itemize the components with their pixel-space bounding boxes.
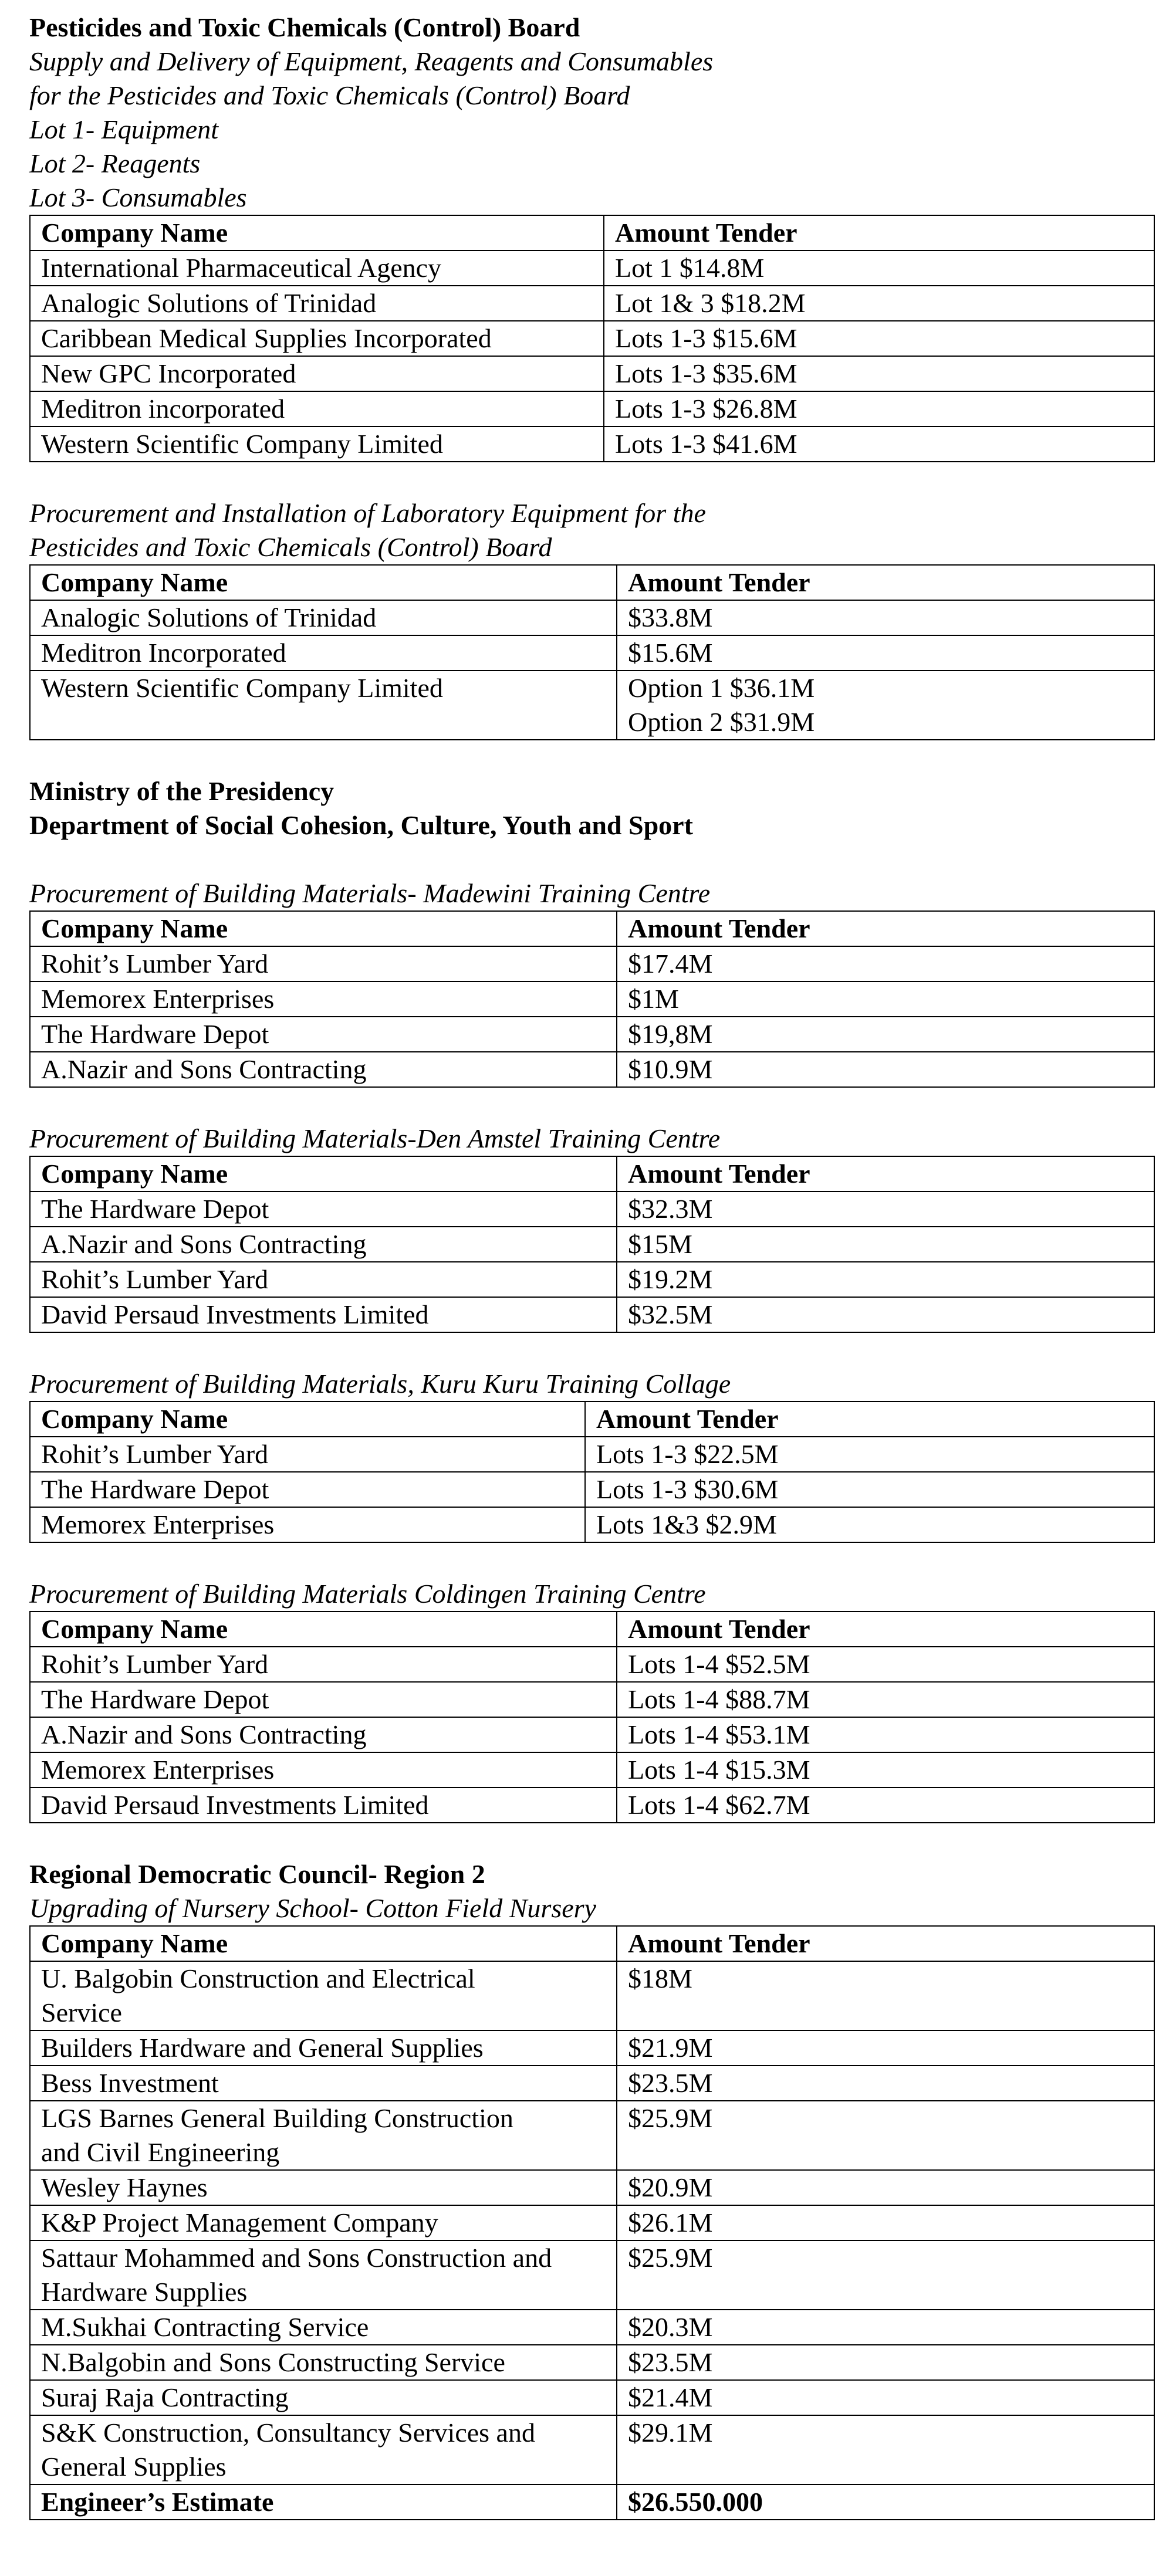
table-row [30, 1227, 1154, 1262]
tender-title: Supply and Delivery of Equipment, Reagents and Consumables [29, 46, 714, 76]
company-cell: International Pharmaceutical Agency [30, 251, 604, 286]
company-cell: Western Scientific Company Limited [30, 671, 617, 740]
tender-title: for the Pesticides and Toxic Chemicals (Control) Board [29, 80, 630, 110]
tender-table [29, 1156, 1155, 1333]
company-cell: Meditron Incorporated [30, 635, 617, 671]
tender-title: Procurement of Building Materials, Kuru Kuru Training Collage [29, 1369, 731, 1399]
tender-table [29, 564, 1155, 740]
org-heading: Ministry of the Presidency [29, 776, 334, 806]
table-row [30, 2345, 1154, 2380]
table-row [30, 1191, 1154, 1227]
company-cell: David Persaud Investments Limited [30, 1297, 617, 1332]
amount-cell: $32.5M [617, 1297, 1154, 1332]
amount-cell: $20.3M [617, 2310, 1154, 2345]
tender-title: Procurement and Installation of Laboratory Equipment for the [29, 498, 706, 528]
company-cell: Memorex Enterprises [30, 981, 617, 1017]
table-row [30, 1262, 1154, 1297]
company-cell: The Hardware Depot [30, 1191, 617, 1227]
column-header: Amount Tender [617, 1156, 1154, 1191]
amount-cell: $32.3M [617, 1191, 1154, 1227]
column-header: Company Name [30, 1926, 617, 1961]
column-header: Amount Tender [585, 1402, 1154, 1437]
company-cell: Memorex Enterprises [30, 1752, 617, 1788]
company-cell [30, 2240, 617, 2310]
amount-cell: Lots 1-3 $15.6M [604, 321, 1154, 356]
amount-cell: $18M [617, 1961, 1154, 2030]
amount-cell: $19.2M [617, 1262, 1154, 1297]
engineers-estimate-row [30, 2484, 1154, 2520]
amount-cell: Lots 1-3 $30.6M [585, 1472, 1154, 1507]
column-header: Company Name [30, 1402, 585, 1437]
table-row [30, 981, 1154, 1017]
tender-title: Procurement of Building Materials- Madewini Training Centre [29, 878, 711, 908]
company-name-line: Sattaur Mohammed and Sons Construction and [41, 2243, 552, 2273]
table-row [30, 391, 1154, 426]
amount-cell: Lots 1-3 $22.5M [585, 1437, 1154, 1472]
company-cell: Builders Hardware and General Supplies [30, 2030, 617, 2066]
company-cell: Rohit’s Lumber Yard [30, 1647, 617, 1682]
company-cell: The Hardware Depot [30, 1017, 617, 1052]
company-cell: A.Nazir and Sons Contracting [30, 1717, 617, 1752]
amount-cell: $21.4M [617, 2380, 1154, 2415]
tender-title: Upgrading of Nursery School- Cotton Field Nursery [29, 1893, 596, 1923]
tender-title: Pesticides and Toxic Chemicals (Control) Board [29, 532, 552, 562]
company-name-line: LGS Barnes General Building Construction [41, 2103, 513, 2133]
column-header: Amount Tender [617, 1612, 1154, 1647]
company-cell: Rohit’s Lumber Yard [30, 946, 617, 981]
company-cell: Western Scientific Company Limited [30, 426, 604, 462]
company-cell: Meditron incorporated [30, 391, 604, 426]
column-header: Company Name [30, 565, 617, 600]
org-heading: Pesticides and Toxic Chemicals (Control) Board [29, 12, 580, 42]
amount-cell: $25.9M [617, 2240, 1154, 2310]
table-row [30, 1017, 1154, 1052]
column-header: Company Name [30, 1156, 617, 1191]
table-row [30, 1682, 1154, 1717]
company-name-line: Service [41, 1998, 122, 2027]
table-row [30, 321, 1154, 356]
table-row [30, 1052, 1154, 1087]
table-row [30, 2066, 1154, 2101]
amount-cell: $29.1M [617, 2415, 1154, 2484]
department-heading: Department of Social Cohesion, Culture, Youth and Sport [29, 810, 693, 840]
column-header: Company Name [30, 1612, 617, 1647]
company-cell: K&P Project Management Company [30, 2205, 617, 2240]
column-header: Amount Tender [617, 1926, 1154, 1961]
amount-cell: Lots 1&3 $2.9M [585, 1507, 1154, 1542]
lot-label: Lot 1- Equipment [29, 114, 218, 144]
company-name-line: Hardware Supplies [41, 2277, 248, 2307]
table-row [30, 1647, 1154, 1682]
table-row [30, 671, 1154, 740]
table-row [30, 1297, 1154, 1332]
amount-cell: Lots 1-3 $35.6M [604, 356, 1154, 391]
table-row [30, 1437, 1154, 1472]
amount-cell: $20.9M [617, 2170, 1154, 2205]
table-row [30, 1472, 1154, 1507]
company-cell: A.Nazir and Sons Contracting [30, 1052, 617, 1087]
column-header: Amount Tender [617, 911, 1154, 946]
company-cell: The Hardware Depot [30, 1472, 585, 1507]
table-row [30, 251, 1154, 286]
estimate-amount: $26.550.000 [617, 2484, 1154, 2520]
tender-table [29, 1925, 1155, 2520]
table-row [30, 1507, 1154, 1542]
amount-cell: $21.9M [617, 2030, 1154, 2066]
table-row [30, 1961, 1154, 2030]
column-header: Company Name [30, 911, 617, 946]
lot-label: Lot 3- Consumables [29, 182, 247, 212]
document [29, 11, 1162, 2520]
table-row [30, 2415, 1154, 2484]
table-row [30, 1788, 1154, 1823]
table-header-row [30, 1926, 1154, 1961]
amount-cell: $15.6M [617, 635, 1154, 671]
amount-cell: Lots 1-4 $62.7M [617, 1788, 1154, 1823]
tender-title: Procurement of Building Materials Coldingen Training Centre [29, 1579, 706, 1609]
company-cell [30, 1961, 617, 2030]
tender-table [29, 1401, 1155, 1543]
table-row [30, 1717, 1154, 1752]
company-cell: Analogic Solutions of Trinidad [30, 286, 604, 321]
company-cell: Wesley Haynes [30, 2170, 617, 2205]
amount-cell: Lots 1-4 $88.7M [617, 1682, 1154, 1717]
table-row [30, 286, 1154, 321]
table-header-row [30, 215, 1154, 251]
tender-title: Procurement of Building Materials-Den Amstel Training Centre [29, 1123, 721, 1153]
table-row [30, 946, 1154, 981]
amount-cell: $10.9M [617, 1052, 1154, 1087]
table-row [30, 600, 1154, 635]
amount-cell: $17.4M [617, 946, 1154, 981]
amount-cell: Lots 1-4 $52.5M [617, 1647, 1154, 1682]
amount-cell: $1M [617, 981, 1154, 1017]
company-cell: Memorex Enterprises [30, 1507, 585, 1542]
company-name-line: General Supplies [41, 2452, 227, 2482]
tender-table [29, 1611, 1155, 1823]
company-cell: Bess Investment [30, 2066, 617, 2101]
amount-cell: $23.5M [617, 2066, 1154, 2101]
company-cell: Suraj Raja Contracting [30, 2380, 617, 2415]
lot-label: Lot 2- Reagents [29, 148, 201, 178]
company-cell: The Hardware Depot [30, 1682, 617, 1717]
table-row [30, 2170, 1154, 2205]
company-name-line: S&K Construction, Consultancy Services and [41, 2418, 535, 2448]
table-header-row [30, 911, 1154, 946]
company-cell [30, 2101, 617, 2170]
tender-table [29, 215, 1155, 462]
table-row [30, 426, 1154, 462]
table-header-row [30, 565, 1154, 600]
table-header-row [30, 1156, 1154, 1191]
table-header-row [30, 1612, 1154, 1647]
amount-cell: $15M [617, 1227, 1154, 1262]
amount-cell: Lot 1& 3 $18.2M [604, 286, 1154, 321]
table-row [30, 2101, 1154, 2170]
company-cell: Analogic Solutions of Trinidad [30, 600, 617, 635]
option-amount: Option 2 $31.9M [628, 707, 815, 737]
column-header: Amount Tender [617, 565, 1154, 600]
column-header: Amount Tender [604, 215, 1154, 251]
company-cell: M.Sukhai Contracting Service [30, 2310, 617, 2345]
company-cell: A.Nazir and Sons Contracting [30, 1227, 617, 1262]
amount-cell: $26.1M [617, 2205, 1154, 2240]
amount-cell: $19,8M [617, 1017, 1154, 1052]
table-row [30, 2240, 1154, 2310]
table-row [30, 2380, 1154, 2415]
amount-cell: $33.8M [617, 600, 1154, 635]
table-header-row [30, 1402, 1154, 1437]
option-amount: Option 1 $36.1M [628, 673, 815, 703]
amount-cell: Lots 1-4 $15.3M [617, 1752, 1154, 1788]
company-cell [30, 2415, 617, 2484]
tender-table [29, 910, 1155, 1088]
table-row [30, 635, 1154, 671]
company-cell: David Persaud Investments Limited [30, 1788, 617, 1823]
company-cell: Caribbean Medical Supplies Incorporated [30, 321, 604, 356]
amount-cell: $25.9M [617, 2101, 1154, 2170]
table-row [30, 2205, 1154, 2240]
company-cell: N.Balgobin and Sons Constructing Service [30, 2345, 617, 2380]
amount-cell: Lots 1-3 $41.6M [604, 426, 1154, 462]
amount-cell: Lots 1-3 $26.8M [604, 391, 1154, 426]
amount-cell [617, 671, 1154, 740]
company-name-line: U. Balgobin Construction and Electrical [41, 1964, 475, 1993]
amount-cell: $23.5M [617, 2345, 1154, 2380]
table-row [30, 1752, 1154, 1788]
table-row [30, 356, 1154, 391]
company-cell: Rohit’s Lumber Yard [30, 1262, 617, 1297]
table-row [30, 2030, 1154, 2066]
org-heading: Regional Democratic Council- Region 2 [29, 1859, 485, 1889]
column-header: Company Name [30, 215, 604, 251]
company-cell: Rohit’s Lumber Yard [30, 1437, 585, 1472]
amount-cell: Lots 1-4 $53.1M [617, 1717, 1154, 1752]
estimate-label: Engineer’s Estimate [30, 2484, 617, 2520]
company-cell: New GPC Incorporated [30, 356, 604, 391]
table-row [30, 2310, 1154, 2345]
amount-cell: Lot 1 $14.8M [604, 251, 1154, 286]
company-name-line: and Civil Engineering [41, 2137, 280, 2167]
